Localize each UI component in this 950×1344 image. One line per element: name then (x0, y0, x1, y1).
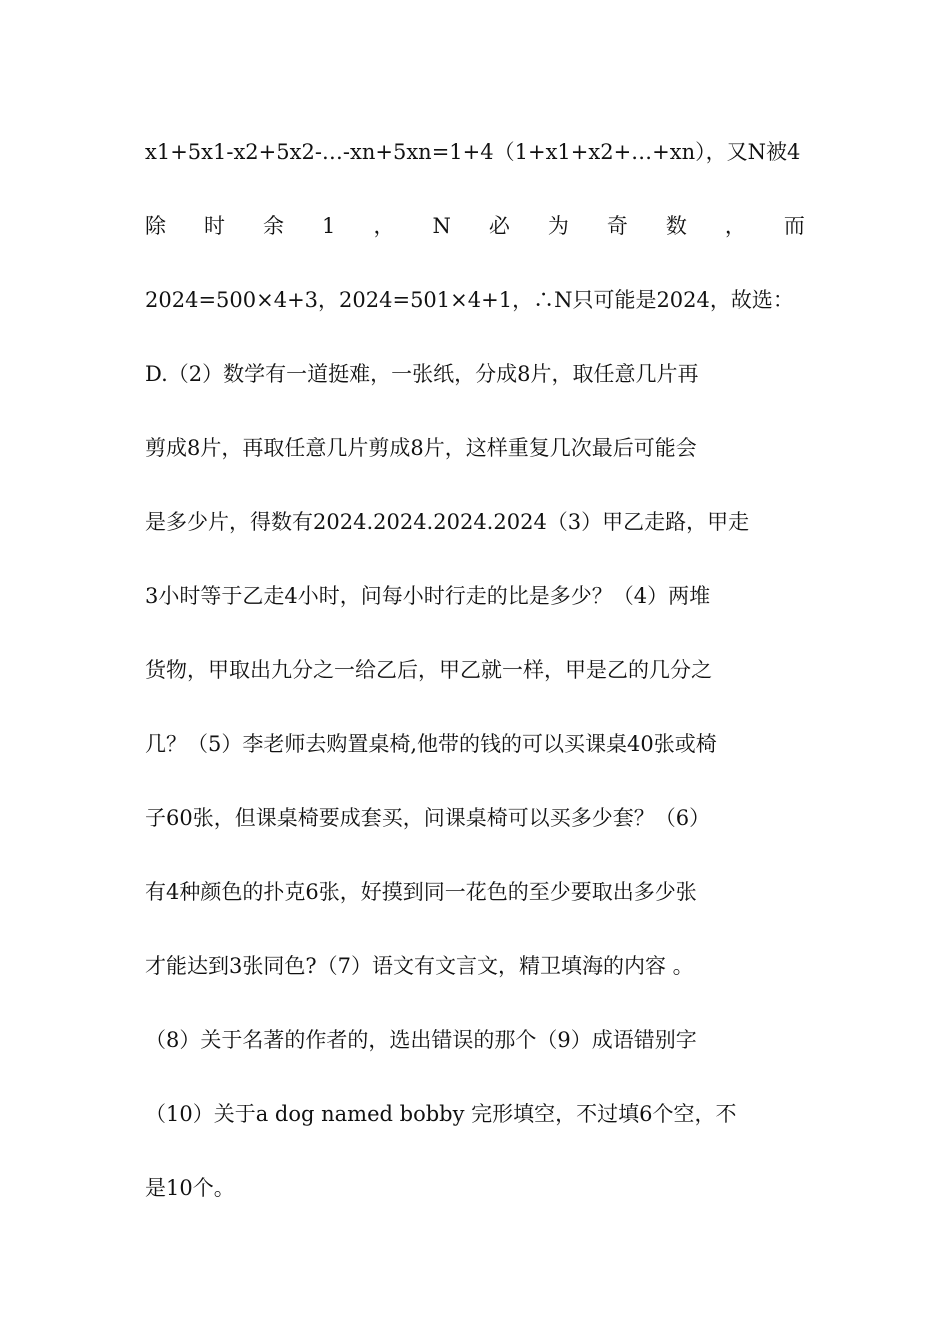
text-line: （10）关于a dog named bobby 完形填空，不过填6个空，不 (145, 1102, 737, 1126)
word: 而 (783, 214, 805, 238)
text-line: x1+5x1-x2+5x2-…-xn+5xn=1+4（1+x1+x2+…+xn），又N被4 (145, 140, 801, 164)
text-line: 子60张，但课桌椅要成套买，问课桌椅可以买多少套？（6） (145, 806, 711, 830)
text-line: 是多少片，得数有2024.2024.2024.2024（3）甲乙走路，甲走 (145, 510, 750, 534)
word: ， (373, 214, 395, 238)
text-line: 3小时等于乙走4小时，问每小时行走的比是多少？（4）两堆 (145, 584, 711, 608)
word: 数 (665, 214, 687, 238)
text-line: 货物，甲取出九分之一给乙后，甲乙就一样，甲是乙的几分之 (145, 658, 712, 682)
word: 1 (322, 214, 336, 238)
word: 必 (488, 214, 510, 238)
text-line: （8）关于名著的作者的，选出错误的那个（9）成语错别字 (145, 1028, 697, 1052)
text-line: 有4种颜色的扑克6张，好摸到同一花色的至少要取出多少张 (145, 880, 697, 904)
word: 时 (204, 214, 226, 238)
text-line: D.（2）数学有一道挺难，一张纸，分成8片，取任意几片再 (145, 362, 699, 386)
text-line: 剪成8片，再取任意几片剪成8片，这样重复几次最后可能会 (145, 436, 697, 460)
body-text (145, 124, 805, 1234)
word: 除 (145, 214, 166, 238)
text-line: 2024=500×4+3，2024=501×4+1，∴N只可能是2024，故选： (145, 288, 794, 312)
word: 为 (547, 214, 569, 238)
word: N (432, 214, 451, 238)
text-line: 才能达到3张同色?（7）语文有文言文，精卫填海的内容 。 (145, 954, 694, 978)
text-line: 是10个。 (145, 1176, 235, 1200)
word: 余 (263, 214, 285, 238)
text-line-justified (145, 198, 805, 272)
word: 奇 (606, 214, 628, 238)
word: ， (724, 214, 746, 238)
text-line: 几？（5）李老师去购置桌椅,他带的钱的可以买课桌40张或椅 (145, 732, 717, 756)
